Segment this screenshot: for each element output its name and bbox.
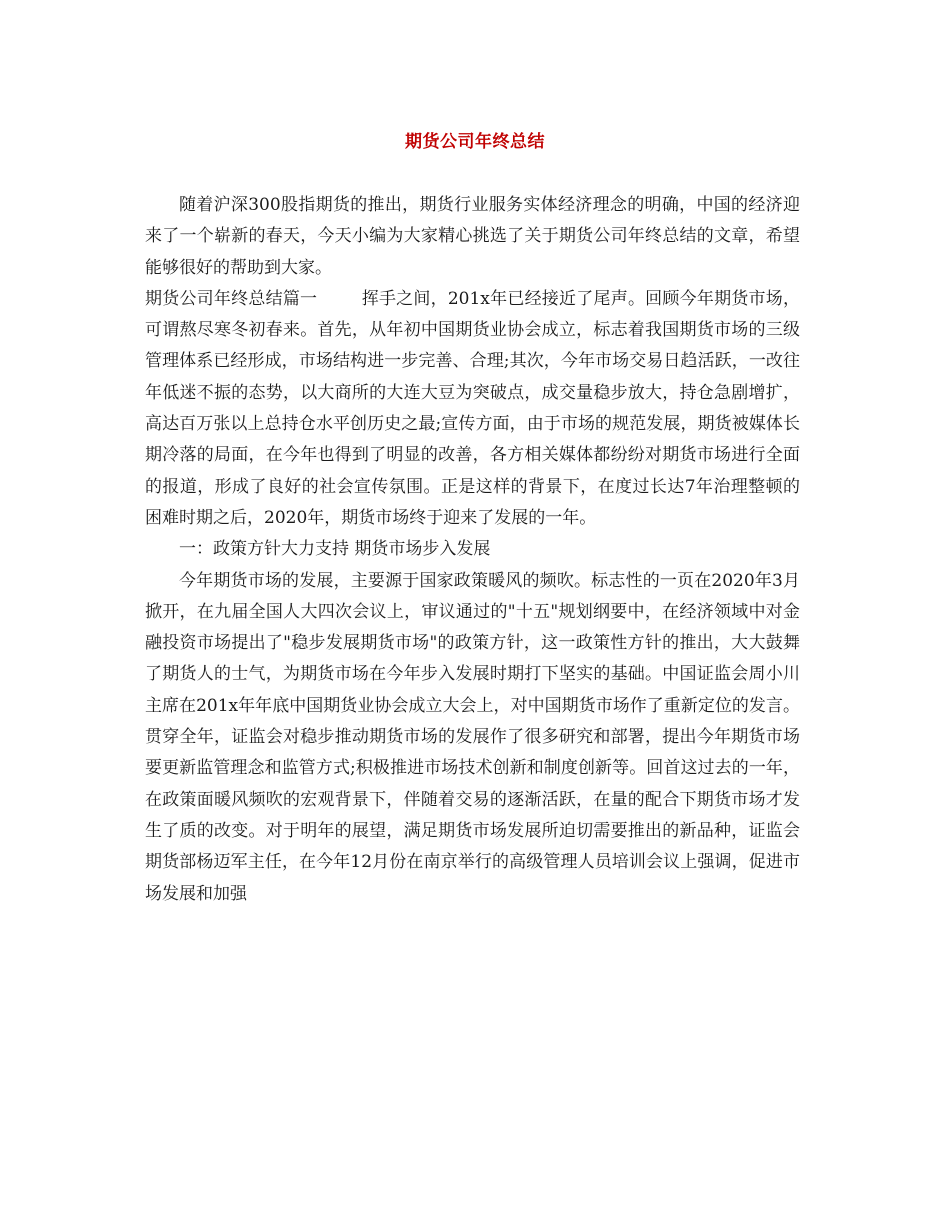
section1-heading: 一：政策方针大力支持 期货市场步入发展	[179, 539, 491, 560]
document-title: 期货公司年终总结	[405, 132, 545, 152]
part1-paragraph	[145, 284, 800, 534]
part1-label: 期货公司年终总结篇一	[145, 288, 318, 309]
document-body	[145, 190, 800, 910]
section1-paragraph: 今年期货市场的发展，主要源于国家政策暖风的频吹。标志性的一页在2020年3月掀开，在九届全国人大四次会议上，审议通过的"十五"规划纲要中，在经济领域中对金融投资市场提出了"稳步发展期货市场"的政策方针，这一政策性方针的推出，大大鼓舞了期货人的士气，为期货市场在今年步入发展时期打下坚实的基础。中国证监会周小川主席在201x年年底中国期货业协会成立大会上，对中国期货市场作了重新定位的发言。贯穿全年，证监会对稳步推动期货市场的发展作了很多研究和部署，提出今年期货市场要更新监管理念和监管方式;积极推进市场技术创新和制度创新等。回首这过去的一年，在政策面暖风频吹的宏观背景下，伴随着交易的逐渐活跃，在量的配合下期货市场才发生了质的改变。对于明年的展望，满足期货市场发展所迫切需要推出的新品种，证监会期货部杨迈军主任，在今年12月份在南京举行的高级管理人员培训会议上强调，促进市场发展和加强	[145, 570, 800, 904]
intro-paragraph: 随着沪深300股指期货的推出，期货行业服务实体经济理念的明确，中国的经济迎来了一个崭新的春天，今天小编为大家精心挑选了关于期货公司年终总结的文章，希望能够很好的帮助到大家。	[145, 195, 800, 278]
part1-text: 挥手之间，201x年已经接近了尾声。回顾今年期货市场，可谓熬尽寒冬初春来。首先，从年初中国期货业协会成立，标志着我国期货市场的三级管理体系已经形成，市场结构进一步完善、合理;其次，今年市场交易日趋活跃，一改往年低迷不振的态势，以大商所的大连大豆为突破点，成交量稳步放大，持仓急剧增扩，高达百万张以上总持仓水平创历史之最;宣传方面，由于市场的规范发展，期货被媒体长期冷落的局面，在今年也得到了明显的改善，各方相关媒体都纷纷对期货市场进行全面的报道，形成了良好的社会宣传氛围。正是这样的背景下，在度过长达7年治理整顿的困难时期之后，2020年，期货市场终于迎来了发展的一年。	[145, 288, 801, 528]
